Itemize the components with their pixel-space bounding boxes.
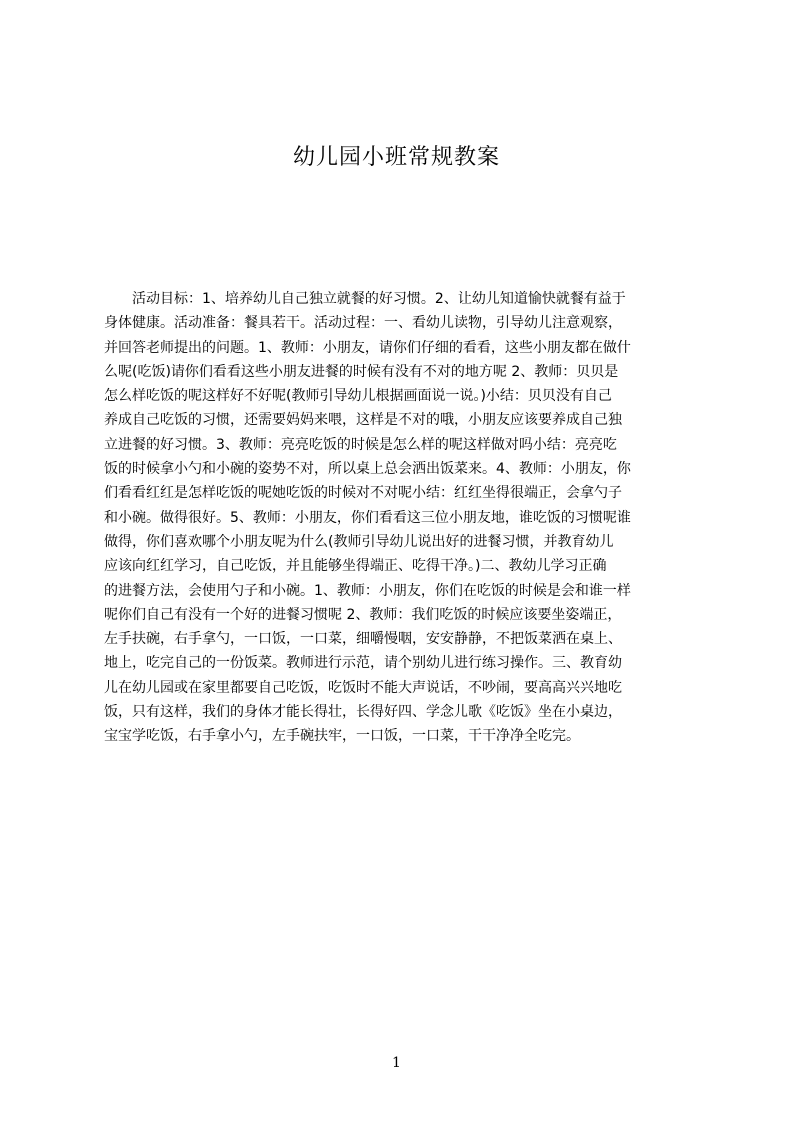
body-line: 饭的时候拿小勺和小碗的姿势不对，所以桌上总会洒出饭菜来。4、教师：小朋友，你 [104, 461, 631, 478]
body-line: 么呢(吃饭)请你们看看这些小朋友进餐的时候有没有不对的地方呢 2、教师：贝贝是 [104, 363, 619, 380]
body-line: 养成自己吃饭的习惯，还需要妈妈来喂，这样是不对的哦，小朋友应该要养成自己独 [104, 412, 622, 429]
body-line: 应该向红红学习，自己吃饭，并且能够坐得端正、吃得干净。)二、教幼儿学习正确 [104, 558, 607, 575]
body-line: 地上，吃完自己的一份饭菜。教师进行示范，请个别幼儿进行练习操作。三、教育幼 [104, 655, 622, 672]
body-line: 饭，只有这样，我们的身体才能长得壮，长得好四、学念儿歌《吃饭》坐在小桌边， [104, 704, 622, 721]
body-line: 立进餐的好习惯。3、教师：亮亮吃饭的时候是怎么样的呢这样做对吗小结：亮亮吃 [104, 436, 617, 453]
body-line: 的进餐方法，会使用勺子和小碗。1、教师：小朋友，你们在吃饭的时候是会和谁一样 [104, 582, 631, 599]
body-line: 怎么样吃饭的呢这样好不好呢(教师引导幼儿根据画面说一说。)小结：贝贝没有自己 [104, 388, 612, 405]
body-line: 并回答老师提出的问题。1、教师：小朋友，请你们仔细的看看，这些小朋友都在做什 [104, 339, 631, 356]
document-title: 幼儿园小班常规教案 [292, 145, 500, 170]
body-line: 身体健康。活动准备：餐具若干。活动过程：一、看幼儿读物，引导幼儿注意观察， [104, 315, 622, 332]
body-line: 呢你们自己有没有一个好的进餐习惯呢 2、教师：我们吃饭的时候应该要坐姿端正， [104, 606, 622, 623]
document-body [104, 287, 698, 749]
body-line: 宝宝学吃饭，右手拿小勺，左手碗扶牢，一口饭，一口菜，干干净净全吃完。 [104, 728, 580, 745]
page-number: 1 [392, 1055, 401, 1071]
body-line: 们看看红红是怎样吃饭的呢她吃饭的时候对不对呢小结：红红坐得很端正，会拿勺子 [104, 485, 622, 502]
body-line: 活动目标：1、培养幼儿自己独立就餐的好习惯。2、让幼儿知道愉快就餐有益于 [104, 291, 626, 307]
body-line: 做得，你们喜欢哪个小朋友呢为什么(教师引导幼儿说出好的进餐习惯，并教育幼儿 [104, 533, 614, 550]
body-line: 和小碗。做得很好。5、教师：小朋友，你们看看这三位小朋友地，谁吃饭的习惯呢谁 [104, 509, 631, 526]
body-line: 左手扶碗，右手拿勺，一口饭，一口菜，细嚼慢咽，安安静静，不把饭菜洒在桌上、 [104, 631, 622, 648]
body-line: 儿在幼儿园或在家里都要自己吃饭，吃饭时不能大声说话，不吵闹，要高高兴兴地吃 [104, 679, 622, 696]
